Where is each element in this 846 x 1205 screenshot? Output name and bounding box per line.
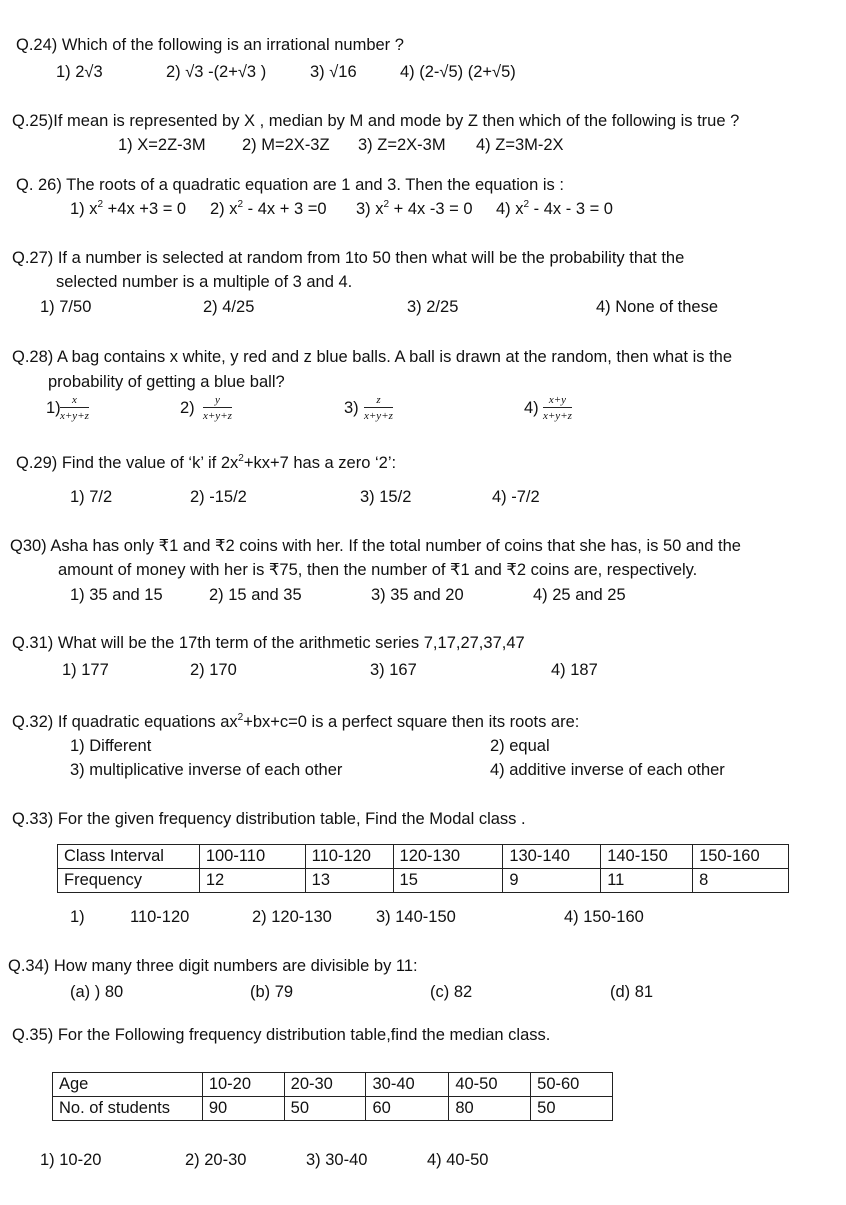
q34-option-a: (a) ) 80 [70, 983, 124, 1001]
q29-option-1: 1) 7/2 [70, 488, 113, 506]
q35-text: Q.35) For the Following frequency distribution table,find the median class. [12, 1026, 551, 1044]
q33-table-cell: Class Interval [58, 845, 200, 869]
q33-table-cell: 11 [601, 869, 693, 893]
q32-option-4: 4) additive inverse of each other [490, 761, 725, 779]
q35-table-cell: 50 [284, 1097, 366, 1121]
q28-option-4-label: 4) [524, 399, 539, 417]
q33-frequency-table [57, 844, 789, 893]
q29-option-3: 3) 15/2 [360, 488, 412, 506]
q26-option-1: 1) $x^2 +4x +3 = 0$ [70, 199, 187, 218]
q32-option-1: 1) Different [70, 737, 152, 755]
q29-option-4: 4) -7/2 [492, 488, 540, 506]
q26-option-3: 3) $x^2 + 4x$ -3 = 0 [356, 199, 473, 218]
q33-table-cell: 140-150 [601, 845, 693, 869]
q35-option-4: 4) 40-50 [427, 1151, 489, 1169]
q33-option-1-value: 110-120 [130, 908, 190, 926]
q31-option-3: 3) 167 [370, 661, 417, 679]
q35-option-1: 1) 10-20 [40, 1151, 102, 1169]
q32-text: Q.32) If quadratic equations $ax^2+bx+c=0$ is a perfect square then its roots are: [12, 712, 580, 731]
q28-text-line1: Q.28) A bag contains x white, y red and z blue balls. A ball is drawn at the random, then what is the [12, 348, 733, 366]
q25-option-1: 1) X=2Z-3M [118, 136, 206, 154]
q30-text-line2: amount of money with her is ₹75, then the number of ₹1 and ₹2 coins are, respectively. [58, 561, 698, 579]
q27-option-4: 4) None of these [596, 298, 718, 316]
q33-table-cell: 12 [199, 869, 305, 893]
q33-option-2: 2) 120-130 [252, 908, 332, 926]
q28-option-2-label: 2) [180, 399, 195, 417]
q33-table-cell: Frequency [58, 869, 200, 893]
q32-option-2: 2) equal [490, 737, 550, 755]
q35-table-cell: No. of students [53, 1097, 203, 1121]
q33-option-1-label: 1) [70, 908, 85, 926]
q25-option-2: 2) M=2X-3Z [242, 136, 330, 154]
q27-option-2: 2) 4/25 [203, 298, 255, 316]
q33-option-3: 3) 140-150 [376, 908, 456, 926]
q35-table-cell: 50 [531, 1097, 613, 1121]
q35-table-cell: 20-30 [284, 1073, 366, 1097]
q25-option-4: 4) Z=3M-2X [476, 136, 564, 154]
q33-table-cell: 110-120 [305, 845, 393, 869]
q24-option-1: 1) 2√3 [56, 63, 103, 81]
q35-frequency-table [52, 1072, 613, 1121]
q30-option-1: 1) 35 and 15 [70, 586, 163, 604]
q27-option-3: 3) 2/25 [407, 298, 459, 316]
q27-option-1: 1) 7/50 [40, 298, 92, 316]
q24-option-3: 3) √16 [310, 63, 357, 81]
q33-table-cell: 100-110 [199, 845, 305, 869]
q28-option-1-fraction: $\frac{x}{x+y+z}$ [60, 394, 89, 422]
q32-option-3: 3) multiplicative inverse of each other [70, 761, 343, 779]
q30-option-3: 3) 35 and 20 [371, 586, 464, 604]
q24-option-2: 2) √3 -(2+√3 ) [166, 63, 267, 81]
q33-table-cell: 120-130 [393, 845, 503, 869]
q35-table-cell: 90 [202, 1097, 284, 1121]
q24-text: Q.24) Which of the following is an irrational number ? [16, 36, 404, 54]
q34-text: Q.34) How many three digit numbers are divisible by 11: [8, 957, 418, 975]
q35-option-2: 2) 20-30 [185, 1151, 247, 1169]
q25-option-3: 3) Z=2X-3M [358, 136, 446, 154]
q31-option-1: 1) 177 [62, 661, 109, 679]
q27-text-line1: Q.27) If a number is selected at random from 1to 50 then what will be the probability that the [12, 249, 685, 267]
q35-option-3: 3) 30-40 [306, 1151, 368, 1169]
q28-text-line2: probability of getting a blue ball? [48, 373, 285, 391]
q30-option-2: 2) 15 and 35 [209, 586, 302, 604]
q34-option-c: (c) 82 [430, 983, 473, 1001]
q28-option-2-fraction: $\frac{y}{x+y+z}$ [203, 394, 232, 422]
q28-option-3-label: 3) [344, 399, 359, 417]
q30-option-4: 4) 25 and 25 [533, 586, 626, 604]
q33-table-cell: 9 [503, 869, 601, 893]
q31-option-2: 2) 170 [190, 661, 237, 679]
q35-table-cell: 50-60 [531, 1073, 613, 1097]
q31-text: Q.31) What will be the 17th term of the arithmetic series 7,17,27,37,47 [12, 634, 525, 652]
q35-table-cell: 30-40 [366, 1073, 449, 1097]
q26-option-4: 4) $x^2 - 4x - 3 = 0$ [496, 199, 613, 218]
q33-text: Q.33) For the given frequency distribution table, Find the Modal class . [12, 810, 526, 828]
q28-option-3-fraction: $\frac{z}{x+y+z}$ [364, 394, 393, 422]
q33-option-4: 4) 150-160 [564, 908, 644, 926]
q33-table-cell: 8 [693, 869, 789, 893]
q35-table-cell: 40-50 [449, 1073, 531, 1097]
q35-table-cell: Age [53, 1073, 203, 1097]
q27-text-line2: selected number is a multiple of 3 and 4. [56, 273, 353, 291]
q35-table-cell: 60 [366, 1097, 449, 1121]
q35-table-cell: 10-20 [202, 1073, 284, 1097]
q31-option-4: 4) 187 [551, 661, 598, 679]
q26-text: Q. 26) The roots of a quadratic equation are 1 and 3. Then the equation is : [16, 176, 564, 194]
q34-option-d: (d) 81 [610, 983, 654, 1001]
q28-option-1-label: 1) [46, 399, 61, 417]
q29-option-2: 2) -15/2 [190, 488, 247, 506]
q24-option-4: 4) (2-√5) (2+√5) [400, 63, 516, 81]
q35-table-data-row [53, 1097, 613, 1121]
q25-text: Q.25)If mean is represented by X , median by M and mode by Z then which of the following is true ? [12, 112, 740, 130]
q33-table-cell: 15 [393, 869, 503, 893]
q29-text: Q.29) Find the value of ‘k’ if $2x^2+kx+7$ has a zero ‘2’: [16, 453, 397, 472]
q28-option-4-fraction: $\frac{x+y}{x+y+z}$ [543, 394, 572, 422]
q33-table-cell: 150-160 [693, 845, 789, 869]
q34-option-b: (b) 79 [250, 983, 294, 1001]
q30-text-line1: Q30) Asha has only ₹1 and ₹2 coins with her. If the total number of coins that she has, is 50 and the [10, 537, 741, 555]
q33-table-cell: 130-140 [503, 845, 601, 869]
q33-table-header-row [58, 845, 789, 869]
q35-table-cell: 80 [449, 1097, 531, 1121]
q26-option-2: 2) $x^2 - 4x + 3 =0$ [210, 199, 327, 218]
q35-table-header-row [53, 1073, 613, 1097]
q33-table-data-row [58, 869, 789, 893]
q33-table-cell: 13 [305, 869, 393, 893]
